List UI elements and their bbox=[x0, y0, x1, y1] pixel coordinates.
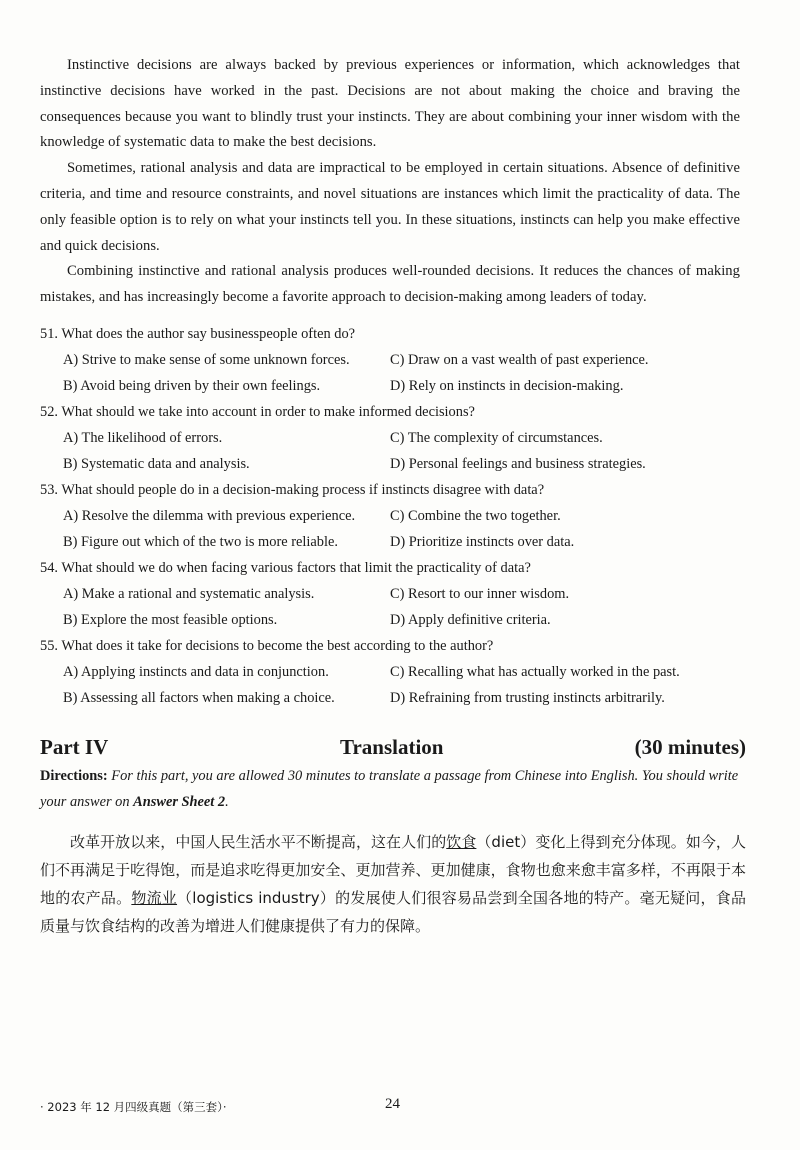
translation-text-1: 改革开放以来，中国人民生活水平不断提高，这在人们的 bbox=[70, 833, 447, 851]
option-b: B) Systematic data and analysis. bbox=[63, 456, 250, 472]
part-title: Translation bbox=[340, 735, 444, 759]
passage-paragraph-1: Instinctive decisions are always backed by previous experiences or information, which acknowledges that instinctive decisions have worked in the past. Decisions are not about making the choice and braving the consequences because you want to blindly trust your instincts. They are about combining your inner wisdom with the knowledge of systematic data to make the best decisions. bbox=[40, 57, 740, 151]
question-stem: 51. What does the author say businesspeople often do? bbox=[40, 326, 356, 342]
option-b: B) Avoid being driven by their own feelings. bbox=[63, 378, 321, 394]
question-stem: 52. What should we take into account in order to make informed decisions? bbox=[40, 404, 475, 420]
option-d: D) Refraining from trusting instincts arbitrarily. bbox=[390, 690, 665, 706]
question-list bbox=[40, 321, 740, 711]
part-header bbox=[40, 735, 746, 765]
option-a: A) Applying instincts and data in conjunction. bbox=[63, 664, 329, 680]
part-time: (30 minutes) bbox=[634, 735, 746, 759]
option-d: D) Rely on instincts in decision-making. bbox=[390, 378, 624, 394]
directions-text: For this part, you are allowed 30 minutes to translate a passage from Chinese into English. You should write your answer on bbox=[40, 768, 739, 810]
translation-passage bbox=[40, 828, 746, 940]
option-d: D) Prioritize instincts over data. bbox=[390, 534, 575, 550]
option-d: D) Apply definitive criteria. bbox=[390, 612, 551, 628]
option-a: A) Strive to make sense of some unknown forces. bbox=[63, 352, 350, 368]
passage-paragraph-2: Sometimes, rational analysis and data are impractical to be employed in certain situations. Absence of definitive criteria, and time and resource constraints, and novel situations are instances which limit the practicality of data. The only feasible option is to rely on what your instincts tell you. In these situations, instincts can help you make effective and quick decisions. bbox=[40, 160, 740, 254]
question-stem: 53. What should people do in a decision-making process if instincts disagree with data? bbox=[40, 482, 545, 498]
option-a: A) Resolve the dilemma with previous experience. bbox=[63, 508, 356, 524]
directions-label: Directions: bbox=[40, 768, 108, 784]
option-d: D) Personal feelings and business strategies. bbox=[390, 456, 646, 472]
directions-end: . bbox=[225, 794, 229, 810]
option-b: B) Assessing all factors when making a choice. bbox=[63, 690, 335, 706]
option-a: A) The likelihood of errors. bbox=[63, 430, 223, 446]
translation-term-diet: 饮食 bbox=[446, 833, 477, 851]
question-54 bbox=[40, 555, 740, 633]
directions bbox=[40, 763, 746, 815]
question-51 bbox=[40, 321, 740, 399]
question-52 bbox=[40, 399, 740, 477]
question-53 bbox=[40, 477, 740, 555]
translation-text-3: （logistics industry）的发展使人们很容易品尝到全国各地的特产。毫无疑问，食品质量与饮食结构的改善为增进人们健康提供了有力的保障。 bbox=[40, 889, 746, 935]
answer-sheet-ref: Answer Sheet 2 bbox=[133, 794, 226, 810]
footer-exam-title: · 2023 年 12 月四级真题（第三套）· bbox=[40, 1100, 227, 1114]
option-c: C) Draw on a vast wealth of past experience. bbox=[390, 352, 649, 368]
option-c: C) Resort to our inner wisdom. bbox=[390, 586, 570, 602]
question-55 bbox=[40, 633, 740, 711]
passage-paragraph-3: Combining instinctive and rational analysis produces well-rounded decisions. It reduces the chances of making mistakes, and has increasingly become a favorite approach to decision-making among leaders of today. bbox=[40, 263, 740, 306]
translation-text-2: （diet）变化上得到充分体现。如今，人们不再满足于吃得饱，而是追求吃得更加安全、更加营养、更加健康，食物也愈来愈丰富多样，不再限于本地的农产品。 bbox=[40, 833, 746, 907]
option-c: C) Recalling what has actually worked in the past. bbox=[390, 664, 680, 680]
part-label: Part IV bbox=[40, 735, 109, 759]
option-a: A) Make a rational and systematic analysis. bbox=[63, 586, 315, 602]
option-c: C) Combine the two together. bbox=[390, 508, 561, 524]
option-b: B) Explore the most feasible options. bbox=[63, 612, 278, 628]
option-b: B) Figure out which of the two is more reliable. bbox=[63, 534, 338, 550]
question-stem: 55. What does it take for decisions to become the best according to the author? bbox=[40, 638, 494, 654]
page-number: 24 bbox=[385, 1096, 400, 1112]
reading-passage bbox=[40, 53, 740, 311]
question-stem: 54. What should we do when facing various factors that limit the practicality of data? bbox=[40, 560, 531, 576]
option-c: C) The complexity of circumstances. bbox=[390, 430, 603, 446]
translation-term-logistics: 物流业 bbox=[131, 889, 178, 907]
